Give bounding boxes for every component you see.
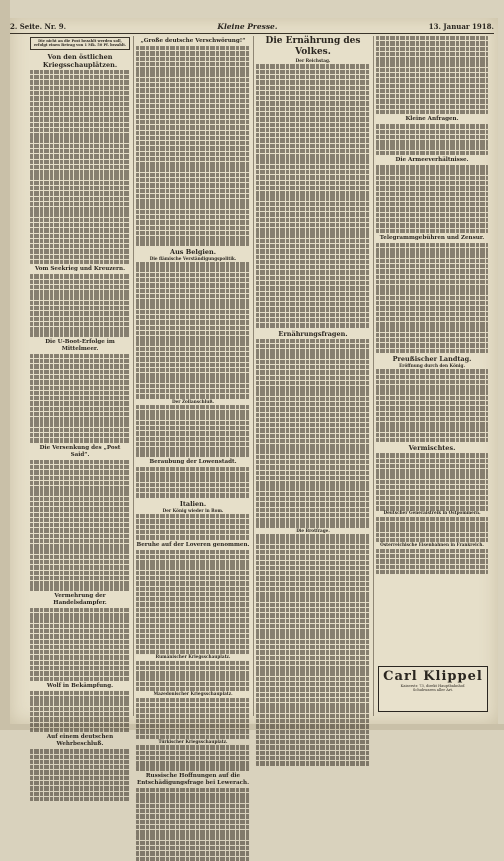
headline: Telegrammgebühren und Zensur. xyxy=(379,234,485,241)
headline: Von den östlichen Kriegsschauplätzen. xyxy=(42,52,118,69)
subheadline: Mazedonischer Kriegsschauplatz. xyxy=(153,691,233,697)
article-text xyxy=(376,165,488,233)
page-header xyxy=(10,20,494,32)
article-text xyxy=(136,405,250,457)
headline: Beruhe auf der Loveren genommen. xyxy=(136,541,250,548)
advertiser-address: Kaiserstr. 73, direkt Hauptbahnhof. xyxy=(400,684,466,688)
article-text xyxy=(256,534,370,765)
article-text xyxy=(136,745,250,771)
header-page-number: 2. Seite. Nr. 9. xyxy=(10,21,67,31)
column-4 xyxy=(376,36,488,716)
article-text xyxy=(136,698,250,739)
article-text xyxy=(376,243,488,353)
headline: Die U-Boot-Erfolge im Mittelmeer. xyxy=(45,338,115,352)
article-text xyxy=(256,64,370,327)
advertisement xyxy=(378,666,488,712)
article-text xyxy=(136,262,250,398)
article-text xyxy=(30,354,130,443)
article-text xyxy=(376,124,488,155)
subheadline: Deutscher Generalstreik in Ostpommern. xyxy=(383,510,481,516)
page-edge-left xyxy=(0,0,10,730)
headline: Aus Belgien. xyxy=(170,247,216,256)
article-text xyxy=(136,661,250,692)
advertiser-tagline: Schuhwaren aller Art. xyxy=(412,688,454,693)
article-text xyxy=(376,453,488,510)
subheadline: Eröffnung durch den König. xyxy=(399,362,465,368)
article-text xyxy=(136,788,250,861)
column-1 xyxy=(30,36,130,748)
headline: Auf einem deutschen Wehrbeschluß. xyxy=(46,734,114,748)
article-text xyxy=(136,550,250,655)
article-text xyxy=(376,369,488,442)
article-text xyxy=(136,467,250,498)
column-divider xyxy=(133,36,134,716)
subheadline: Österreichische Eisenbahnen in Frankreich. xyxy=(380,542,484,548)
article-text xyxy=(30,749,130,801)
article-text xyxy=(376,549,488,575)
headline: Preußischer Landtag. xyxy=(392,354,472,363)
subscription-notice: Die nicht an die Post bezahlt werden soll, erfolgt einen Betrag von 1 Mk. 50 Pf. bezahlt. xyxy=(30,37,130,50)
column-2 xyxy=(136,36,250,786)
article-text xyxy=(136,514,250,540)
article-text xyxy=(30,608,130,681)
headline: Italien. xyxy=(179,499,207,508)
main-headline: Die Ernährung des Volkes. xyxy=(265,36,361,57)
headline: Ernährungsfragen. xyxy=(278,329,348,338)
headline: Die Armeeverhältnisse. xyxy=(395,157,469,164)
headline: Beraubung der Lowenstadt. xyxy=(149,458,237,465)
header-date: 13. Januar 1918. xyxy=(428,21,494,31)
article-text xyxy=(30,460,130,591)
article-text xyxy=(376,36,488,114)
advertiser-name: Carl Klippel xyxy=(383,669,483,684)
headline: Die Versenkung des „Post Said“. xyxy=(39,444,121,458)
article-text xyxy=(30,274,130,336)
header-masthead: Kleine Presse. xyxy=(217,21,278,31)
subheadline: Der Zollanschluß. xyxy=(172,398,214,404)
article-text xyxy=(30,691,130,732)
subheadline: Der König wieder in Rom. xyxy=(162,507,224,513)
subheadline: Der Reichstag. xyxy=(295,58,331,63)
headline: Kleine Anfragen. xyxy=(405,116,459,123)
article-text xyxy=(256,339,370,528)
headline: Vom Seekrieg und Kreuzern. xyxy=(34,266,126,273)
column-divider xyxy=(253,36,254,716)
subheadline: Die Brotfrage. xyxy=(296,527,330,533)
article-text xyxy=(30,70,130,265)
header-rule xyxy=(10,33,494,34)
headline: „Große deutsche Verschwörung!“ xyxy=(140,38,246,44)
article-text xyxy=(136,46,250,246)
column-3 xyxy=(256,36,370,716)
subheadline: Rumänischer Kriegsschauplatz. xyxy=(155,654,231,660)
column-divider xyxy=(373,36,374,716)
article-text xyxy=(376,517,488,543)
headline: Vermischtes. xyxy=(408,444,456,453)
headline: Russische Hoffnungen auf die Entschädigungsfrage bei Lewerach. xyxy=(136,772,250,786)
headline: Vermehrung der Handelsdampfer. xyxy=(53,592,107,606)
subheadline: Die flämische Verständigungspolitik. xyxy=(149,255,237,261)
subheadline: Türkischer Kriegsschauplatz. xyxy=(158,738,228,744)
headline: Wolf in Bekämpfung. xyxy=(46,682,114,689)
